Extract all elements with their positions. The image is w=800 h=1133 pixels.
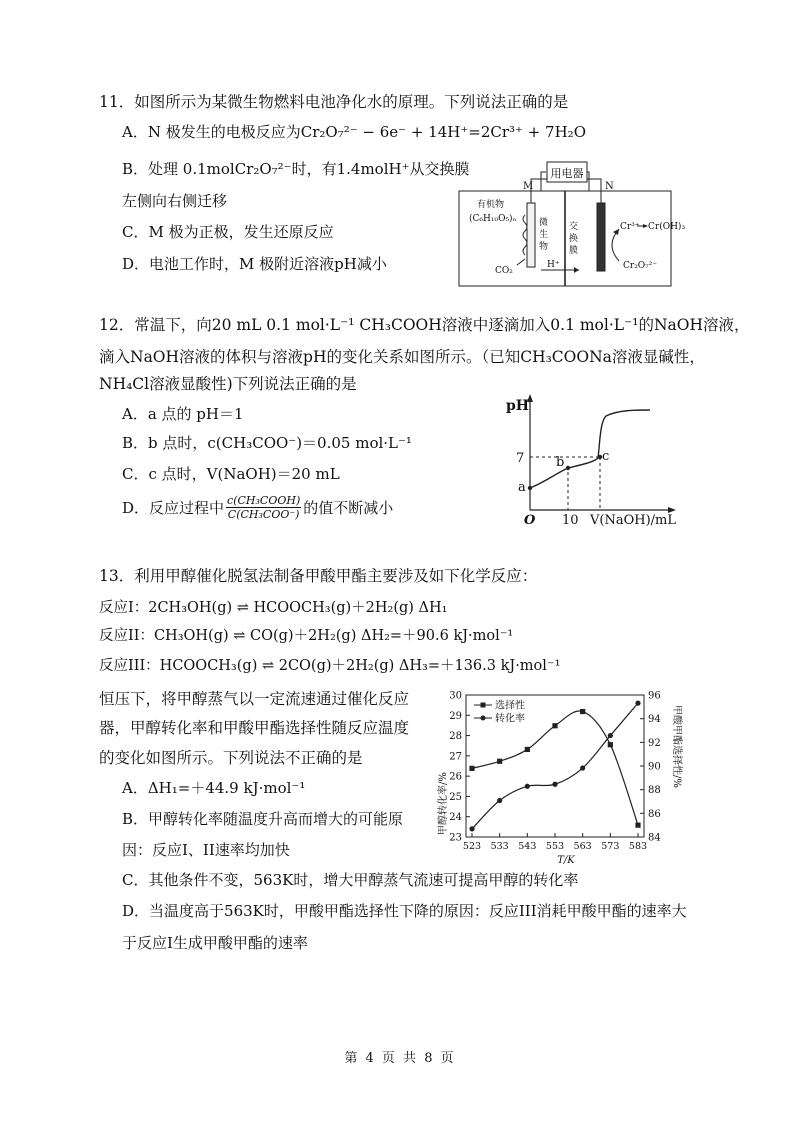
chart-frame (466, 695, 644, 837)
series-2-point (608, 733, 613, 738)
series-2-point (497, 798, 502, 803)
series-2-point (552, 782, 557, 787)
device-label: 用电器 (550, 167, 584, 180)
x-tick-label: 563 (573, 841, 592, 852)
y2-tick-label: 88 (648, 785, 661, 797)
membrane-2: 换 (569, 234, 579, 244)
q11-option-b: B．处理 0.1molCr₂O₇²⁻时，有1.4molH⁺从交换膜 (122, 160, 470, 178)
legend-marker-1 (481, 703, 486, 708)
n-label: N (605, 181, 614, 192)
q13-para-line1: 恒压下，将甲醇蒸气以一定流速通过催化反应 (99, 690, 410, 708)
cr2o7-label: Cr₂O₇²⁻ (623, 261, 658, 271)
ph-c-label: c (602, 449, 610, 464)
y-tick-label: 23 (449, 832, 462, 844)
y2-tick-label: 96 (648, 690, 661, 702)
q13-option-d-cont: 于反应I生成甲酸甲酯的速率 (122, 934, 308, 952)
q11-option-d: D．电池工作时，M 极附近溶液pH减小 (122, 255, 387, 273)
chart-x-label: T/K (557, 855, 575, 866)
co2-label: CO₂ (495, 266, 513, 276)
legend-label-1: 选择性 (495, 700, 525, 712)
m-label: M (523, 181, 534, 192)
membrane-3: 膜 (569, 246, 579, 256)
y-tick-label: 26 (449, 771, 462, 783)
q12-stem-line2: 滴入NaOH溶液的体积与溶液pH的变化关系如图所示。（已知CH₃COONa溶液显碱性， (99, 348, 705, 366)
q11-option-b-cont: 左侧向右侧迁移 (122, 192, 228, 210)
series-1-point (635, 823, 640, 828)
q13-para-line3: 的变化如图所示。下列说法不正确的是 (99, 749, 363, 767)
ph-b-label: b (556, 455, 565, 470)
ph-seven-label: 7 (516, 451, 525, 466)
series-2-point (469, 826, 474, 831)
series-1-point (525, 747, 530, 752)
m-electrode (527, 203, 535, 267)
y-tick-label: 29 (449, 710, 462, 722)
q13-para-line2: 器，甲醇转化率和甲酸甲酯选择性随反应温度 (99, 719, 410, 737)
ph-ten-label: 10 (562, 513, 579, 528)
x-tick-label: 553 (545, 841, 565, 852)
organic-label: 有机物 (477, 200, 505, 210)
q13-reaction-2: 反应II：CH₃OH(g) ⇌ CO(g)＋2H₂(g) ΔH₂=＋90.6 kJ·mol⁻¹ (99, 628, 514, 644)
q11-option-c: C．M 极为正极，发生还原反应 (122, 223, 334, 241)
series-2-point (635, 701, 640, 706)
ph-graph (500, 392, 680, 527)
q13-option-b-cont: 因：反应I、II速率均加快 (122, 841, 290, 859)
ph-x-label: V(NaOH)/mL (590, 513, 676, 528)
q13-option-c: C．其他条件不变，563K时，增大甲醇蒸气流速可提高甲醇的转化率 (122, 871, 579, 889)
methanol-chart (428, 685, 688, 865)
q12-option-d (122, 494, 393, 521)
y-tick-label: 30 (449, 690, 462, 702)
y2-tick-label: 92 (648, 737, 661, 749)
x-tick-label: 543 (518, 841, 537, 852)
y2-tick-label: 84 (648, 832, 661, 844)
q12-option-d-pre: D．反应过程中 (122, 499, 225, 517)
ph-y-label: pH (506, 398, 530, 414)
q12-stem-line1: 12．常温下，向20 mL 0.1 mol·L⁻¹ CH₃COOH溶液中逐滴加入0.1 mol·L⁻¹的NaOH溶液， (99, 316, 750, 334)
q13-reaction-3: 反应III：HCOOCH₃(g) ⇌ 2CO(g)＋2H₂(g) ΔH₃=＋136.3 kJ·mol⁻¹ (99, 658, 561, 674)
ph-origin-label: O (524, 513, 536, 528)
ph-curve (530, 410, 650, 488)
x-tick-label: 583 (628, 841, 648, 852)
legend-label-2: 转化率 (495, 713, 525, 725)
q13-reaction-1: 反应I：2CH₃OH(g) ⇌ HCOOCH₃(g)＋2H₂(g) ΔH₁ (99, 600, 448, 616)
q12-option-c: C．c 点时，V(NaOH)＝20 mL (122, 465, 340, 483)
q12-option-d-fraction (226, 494, 301, 521)
cr3-label: Cr³⁺ (620, 222, 640, 232)
q12-option-a: A．a 点的 pH＝1 (122, 405, 244, 423)
q13-stem: 13．利用甲醇催化脱氢法制备甲酸甲酯主要涉及如下化学反应： (99, 567, 538, 585)
ph-point-a (528, 486, 532, 490)
page-footer: 第 4 页 共 8 页 (344, 1051, 456, 1066)
fraction-denominator: C(CH₃COO⁻) (227, 508, 300, 521)
microbe-3: 物 (539, 242, 549, 252)
ph-a-label: a (518, 480, 526, 495)
x-tick-label: 573 (601, 841, 620, 852)
q12-option-b: B．b 点时，c(CH₃COO⁻)＝0.05 mol·L⁻¹ (122, 434, 412, 452)
y-tick-label: 24 (449, 812, 462, 824)
fuel-cell-diagram (455, 155, 686, 290)
series-2-point (525, 784, 530, 789)
series-1-point (608, 742, 613, 747)
q12-stem-line3: NH₄Cl溶液显酸性)下列说法正确的是 (99, 375, 357, 393)
n-electrode (597, 203, 605, 271)
legend-marker-2 (481, 716, 486, 721)
q11-option-a: A．N 极发生的电极反应为Cr₂O₇²⁻ − 6e⁻ + 14H⁺=2Cr³⁺ + 7H₂O (122, 123, 586, 141)
organic-formula: (C₆H₁₀O₅)ₙ (469, 214, 517, 224)
ph-point-b (566, 466, 570, 470)
q12-option-d-post: 的值不断减小 (303, 499, 394, 517)
x-tick-label: 533 (490, 841, 509, 852)
series-2-point (580, 765, 585, 770)
croh3-label: Cr(OH)₃ (648, 222, 686, 232)
series-1-point (497, 759, 502, 764)
q13-option-b: B．甲醇转化率随温度升高而增大的可能原 (122, 810, 404, 828)
q13-option-d: D．当温度高于563K时，甲酸甲酯选择性下降的原因：反应III消耗甲酸甲酯的速率大 (122, 902, 687, 920)
chart-y2-label: 甲酸甲酯选择性/% (671, 705, 682, 788)
y2-tick-label: 94 (648, 714, 661, 726)
hplus-label: H⁺ (547, 260, 560, 270)
y-tick-label: 25 (449, 791, 462, 803)
series-1-point (469, 766, 474, 771)
q11-stem: 11．如图所示为某微生物燃料电池净化水的原理。下列说法正确的是 (99, 93, 569, 111)
x-tick-label: 523 (462, 841, 482, 852)
y-tick-label: 27 (449, 751, 462, 763)
y2-tick-label: 90 (648, 761, 661, 773)
series-1-point (580, 709, 585, 714)
q13-option-a: A．ΔH₁=＋44.9 kJ·mol⁻¹ (122, 779, 306, 797)
y2-tick-label: 86 (648, 808, 661, 820)
membrane-1: 交 (569, 222, 579, 232)
chart-y-label: 甲醇转化率/% (438, 772, 449, 835)
y-tick-label: 28 (449, 731, 462, 743)
microbe-1: 微 (539, 218, 549, 228)
series-1-point (552, 723, 557, 728)
microbe-2: 生 (539, 230, 549, 240)
fraction-numerator: c(CH₃COOH) (227, 494, 301, 507)
